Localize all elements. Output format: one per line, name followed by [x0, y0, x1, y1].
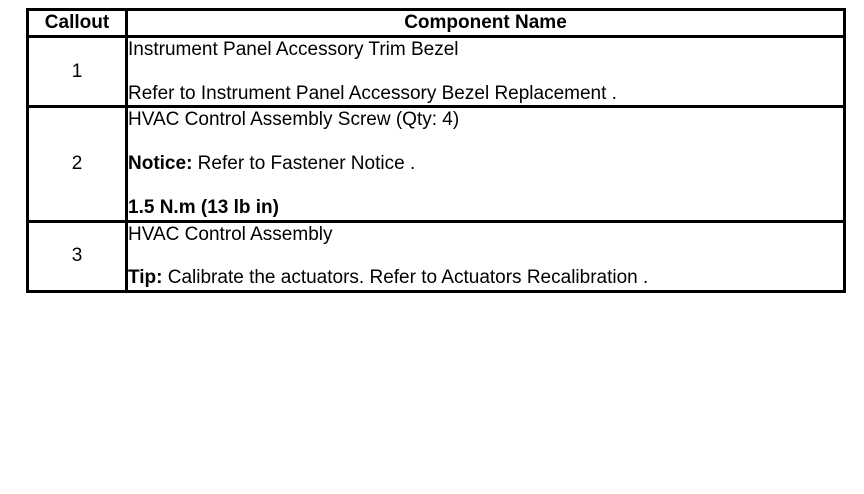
column-header-component-name: Component Name [127, 10, 845, 37]
table-body [28, 36, 845, 291]
component-line-text: HVAC Control Assembly Screw (Qty: 4) [128, 109, 460, 131]
callout-number: 2 [28, 107, 127, 221]
component-line-text: Calibrate the actuators. Refer to Actuators Recalibration . [162, 267, 649, 289]
notice-label: Notice: [128, 153, 193, 174]
column-header-callout: Callout [28, 10, 127, 37]
component-description [127, 36, 845, 107]
table-header-row [28, 10, 845, 37]
component-description [127, 221, 845, 292]
torque-spec-text: 1.5 N.m (13 lb in) [128, 196, 279, 218]
table-header [28, 10, 845, 37]
component-line [128, 223, 843, 247]
callout-number: 1 [28, 36, 127, 107]
component-line-text: Refer to Instrument Panel Accessory Bezel Replacement . [128, 82, 617, 104]
component-line [128, 152, 843, 176]
torque-spec-line [128, 196, 843, 220]
component-line [128, 38, 843, 62]
callout-component-table [26, 8, 846, 293]
component-line-text: Instrument Panel Accessory Trim Bezel [128, 38, 459, 60]
table-row [28, 36, 845, 107]
component-line [128, 108, 843, 132]
table-row [28, 107, 845, 221]
tip-label: Tip: [128, 267, 163, 289]
component-line [128, 266, 843, 290]
table-row [28, 221, 845, 292]
component-description [127, 107, 845, 221]
component-line-text: HVAC Control Assembly [128, 223, 333, 245]
component-line-text: Refer to Fastener Notice . [192, 153, 416, 174]
callout-number: 3 [28, 221, 127, 292]
component-line [128, 82, 843, 106]
